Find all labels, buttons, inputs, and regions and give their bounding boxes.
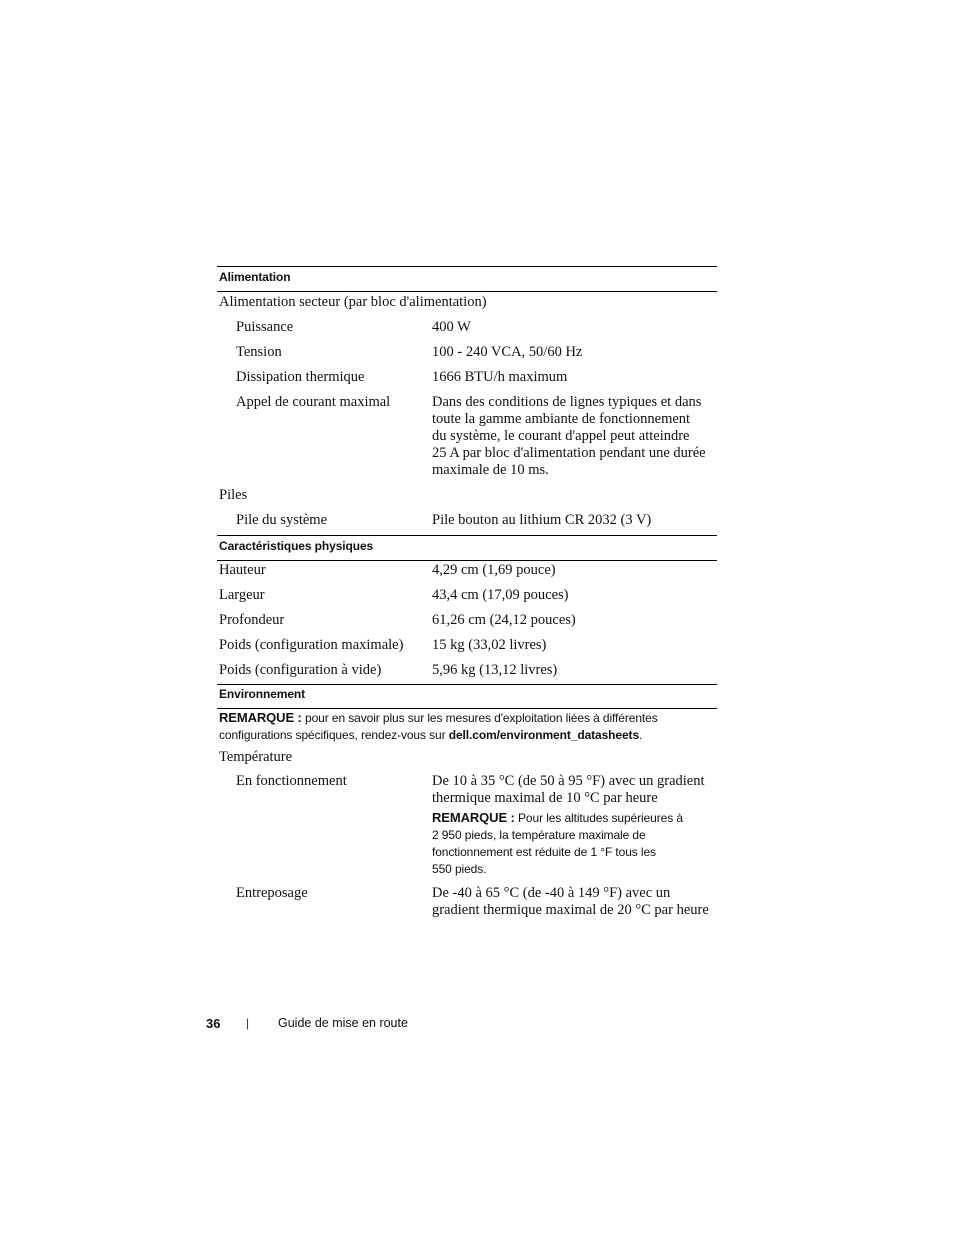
section-title-rule: [217, 560, 717, 561]
page-number: 36: [206, 1016, 221, 1031]
spec-value-puissance: 400 W: [432, 319, 471, 335]
text-line: du système, le courant d'appel peut atteindre: [432, 428, 690, 444]
note-text: configurations spécifiques, rendez-vous sur: [219, 728, 449, 742]
datasheet-link[interactable]: dell.com/environment_datasheets: [448, 728, 640, 742]
text-line: gradient thermique maximal de 20 °C par heure: [432, 902, 709, 918]
environment-note: [219, 709, 717, 744]
text-line: maximale de 10 ms.: [432, 462, 549, 478]
spec-value-tension: 100 - 240 VCA, 50/60 Hz: [432, 344, 583, 360]
ac-power-header: Alimentation secteur (par bloc d'alimentation): [219, 294, 487, 310]
spec-label-hauteur: Hauteur: [219, 562, 266, 578]
section-top-rule: [217, 535, 717, 536]
spec-label-dissipation: Dissipation thermique: [236, 369, 365, 385]
note-line: fonctionnement est réduite de 1 °F tous les: [432, 845, 656, 859]
text-line: thermique maximal de 10 °C par heure: [432, 790, 658, 806]
note-line: [219, 727, 717, 744]
section-top-rule: [217, 684, 717, 685]
section-title-alimentation: Alimentation: [219, 270, 291, 284]
text-line: De -40 à 65 °C (de -40 à 149 °F) avec un: [432, 885, 671, 901]
temperature-header: Température: [219, 749, 293, 765]
spec-label-inrush: Appel de courant maximal: [236, 394, 391, 410]
spec-value-poids-max: 15 kg (33,02 livres): [432, 637, 547, 653]
spec-label-operating: En fonctionnement: [236, 773, 347, 789]
section-title-rule: [217, 291, 717, 292]
note-line: [219, 709, 717, 727]
note-label: REMARQUE :: [432, 810, 515, 825]
text-line: De 10 à 35 °C (de 50 à 95 °F) avec un gradient: [432, 773, 705, 789]
section-title-environment: Environnement: [219, 687, 306, 701]
spec-value-largeur: 43,4 cm (17,09 pouces): [432, 587, 569, 603]
note-end: .: [639, 728, 643, 742]
spec-label-poids-vide: Poids (configuration à vide): [219, 662, 382, 678]
spec-label-largeur: Largeur: [219, 587, 265, 603]
footer-separator: |: [246, 1016, 250, 1030]
battery-header: Piles: [219, 487, 248, 503]
spec-value-storage: [432, 885, 717, 919]
spec-value-operating: [432, 773, 717, 807]
spec-value-system-battery: Pile bouton au lithium CR 2032 (3 V): [432, 512, 652, 528]
spec-label-poids-max: Poids (configuration maximale): [219, 637, 404, 653]
spec-value-poids-vide: 5,96 kg (13,12 livres): [432, 662, 558, 678]
spec-value-profondeur: 61,26 cm (24,12 pouces): [432, 612, 576, 628]
spec-value-dissipation: 1666 BTU/h maximum: [432, 369, 568, 385]
spec-label-profondeur: Profondeur: [219, 612, 285, 628]
note-text: pour en savoir plus sur les mesures d'exploitation liées à différentes: [301, 711, 658, 725]
spec-label-tension: Tension: [236, 344, 282, 360]
spec-value-inrush: [432, 394, 717, 479]
section-title-physical: Caractéristiques physiques: [219, 539, 374, 553]
footer-title: Guide de mise en route: [278, 1016, 408, 1030]
note-line: [432, 809, 717, 827]
note-line: 550 pieds.: [432, 862, 487, 876]
spec-label-system-battery: Pile du système: [236, 512, 328, 528]
note-line: 2 950 pieds, la température maximale de: [432, 828, 646, 842]
note-label: REMARQUE :: [219, 710, 302, 725]
operating-note: [432, 809, 717, 878]
note-text: Pour les altitudes supérieures à: [514, 811, 683, 825]
spec-label-puissance: Puissance: [236, 319, 294, 335]
spec-label-storage: Entreposage: [236, 885, 308, 901]
text-line: Dans des conditions de lignes typiques et dans: [432, 394, 702, 410]
text-line: toute la gamme ambiante de fonctionnement: [432, 411, 691, 427]
text-line: 25 A par bloc d'alimentation pendant une durée: [432, 445, 706, 461]
spec-value-hauteur: 4,29 cm (1,69 pouce): [432, 562, 556, 578]
section-top-rule: [217, 266, 717, 267]
